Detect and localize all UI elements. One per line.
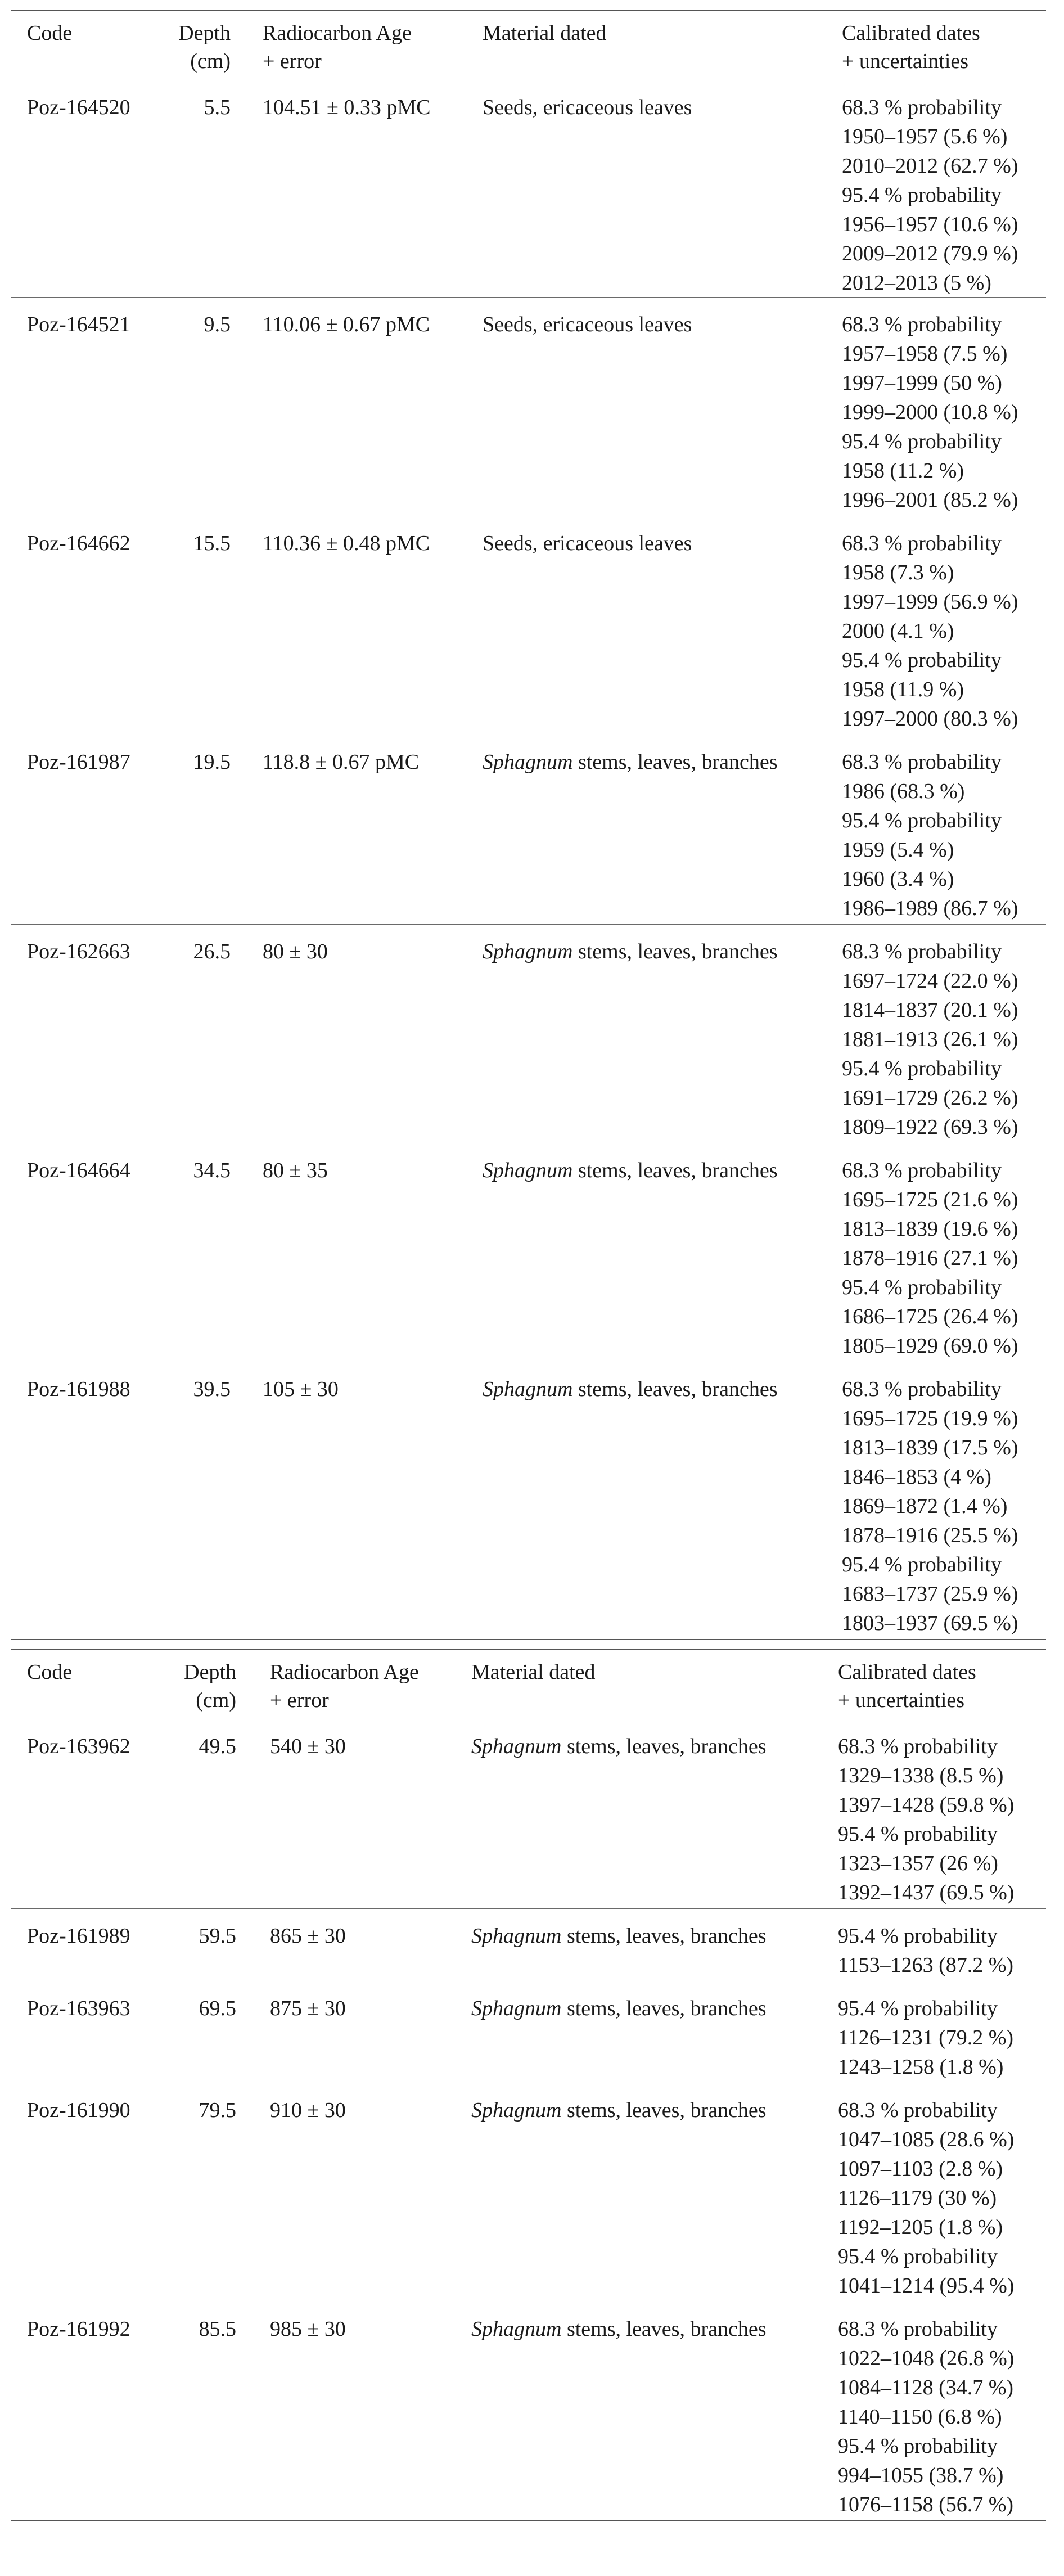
bottom-rule bbox=[11, 1639, 1046, 1640]
row-code: Poz-161992 bbox=[27, 2317, 130, 2341]
row-age: 110.06 ± 0.67 pMC bbox=[263, 313, 430, 336]
row-material: Sphagnum stems, leaves, branches bbox=[471, 1924, 767, 1948]
table-header bbox=[11, 11, 1046, 80]
header-code: Code bbox=[27, 1660, 73, 1684]
row-material: Sphagnum stems, leaves, branches bbox=[471, 1997, 767, 2020]
row-code: Poz-164521 bbox=[27, 313, 130, 336]
row-age: 105 ± 30 bbox=[263, 1377, 339, 1401]
table-row bbox=[11, 516, 1046, 735]
row-calibrated: 68.3 % probability 1957–1958 (7.5 %) 1997–1999 (50 %) 1999–2000 (10.8 %) 95.4 % probability 1958 (11.2 %) 1996–2001 (85.2 %) bbox=[842, 313, 1018, 512]
row-material: Sphagnum stems, leaves, branches bbox=[483, 940, 778, 963]
radiocarbon-table bbox=[11, 10, 1046, 2521]
table-row bbox=[11, 735, 1046, 924]
table-part-2 bbox=[11, 1649, 1046, 2521]
row-age: 540 ± 30 bbox=[270, 1735, 346, 1758]
header-code: Code bbox=[27, 21, 73, 45]
row-age: 865 ± 30 bbox=[270, 1924, 346, 1948]
row-code: Poz-161988 bbox=[27, 1377, 130, 1401]
row-material: Sphagnum stems, leaves, branches bbox=[471, 2317, 767, 2341]
row-code: Poz-164520 bbox=[27, 96, 130, 119]
row-calibrated: 68.3 % probability 1950–1957 (5.6 %) 2010–2012 (62.7 %) 95.4 % probability 1956–1957 (10.6 %) 2009–2012 (79.9 %) 2012–2013 (5 %) bbox=[842, 96, 1018, 295]
row-material: Sphagnum stems, leaves, branches bbox=[471, 2098, 767, 2122]
row-code: Poz-161989 bbox=[27, 1924, 130, 1948]
row-calibrated: 68.3 % probability 1958 (7.3 %) 1997–1999 (56.9 %) 2000 (4.1 %) 95.4 % probability 1958 (11.9 %) 1997–2000 (80.3 %) bbox=[842, 532, 1018, 731]
table-row bbox=[11, 1909, 1046, 1981]
header-depth: Depth (cm) bbox=[184, 1660, 236, 1712]
header-age: Radiocarbon Age + error bbox=[263, 21, 412, 73]
row-depth: 69.5 bbox=[199, 1997, 236, 2020]
table-row bbox=[11, 1981, 1046, 2083]
table-row bbox=[11, 1719, 1046, 1908]
row-age: 118.8 ± 0.67 pMC bbox=[263, 750, 420, 774]
row-material: Seeds, ericaceous leaves bbox=[483, 96, 692, 119]
row-code: Poz-164664 bbox=[27, 1159, 130, 1182]
row-depth: 85.5 bbox=[199, 2317, 236, 2341]
header-material: Material dated bbox=[471, 1660, 596, 1684]
row-code: Poz-162663 bbox=[27, 940, 130, 963]
row-calibrated: 95.4 % probability 1153–1263 (87.2 %) bbox=[838, 1924, 1014, 1977]
row-depth: 26.5 bbox=[193, 940, 231, 963]
row-depth: 15.5 bbox=[193, 532, 231, 555]
table-row bbox=[11, 1143, 1046, 1362]
row-calibrated: 68.3 % probability 1695–1725 (21.6 %) 1813–1839 (19.6 %) 1878–1916 (27.1 %) 95.4 % probability 1686–1725 (26.4 %) 1805–1929 (69.0 %) bbox=[842, 1159, 1018, 1358]
row-age: 110.36 ± 0.48 pMC bbox=[263, 532, 430, 555]
row-age: 80 ± 35 bbox=[263, 1159, 328, 1182]
row-age: 875 ± 30 bbox=[270, 1997, 346, 2020]
row-calibrated: 68.3 % probability 1022–1048 (26.8 %) 1084–1128 (34.7 %) 1140–1150 (6.8 %) 95.4 % probability 994–1055 (38.7 %) 1076–1158 (56.7 %) bbox=[838, 2317, 1015, 2516]
table-row bbox=[11, 80, 1046, 297]
row-code: Poz-161987 bbox=[27, 750, 130, 774]
row-age: 104.51 ± 0.33 pMC bbox=[263, 96, 431, 119]
row-material: Seeds, ericaceous leaves bbox=[483, 532, 692, 555]
header-material: Material dated bbox=[483, 21, 607, 45]
row-material: Sphagnum stems, leaves, branches bbox=[471, 1735, 767, 1758]
table-row bbox=[11, 2302, 1046, 2520]
row-age: 985 ± 30 bbox=[270, 2317, 346, 2341]
row-calibrated: 68.3 % probability 1329–1338 (8.5 %) 1397–1428 (59.8 %) 95.4 % probability 1323–1357 (26 %) 1392–1437 (69.5 %) bbox=[838, 1735, 1015, 1904]
row-depth: 79.5 bbox=[199, 2098, 236, 2122]
row-material: Sphagnum stems, leaves, branches bbox=[483, 1377, 778, 1401]
table-row bbox=[11, 925, 1046, 1143]
row-material: Seeds, ericaceous leaves bbox=[483, 313, 692, 336]
table-row bbox=[11, 2083, 1046, 2302]
row-code: Poz-163963 bbox=[27, 1997, 130, 2020]
header-calibrated: Calibrated dates + uncertainties bbox=[842, 21, 980, 73]
row-age: 910 ± 30 bbox=[270, 2098, 346, 2122]
row-age: 80 ± 30 bbox=[263, 940, 328, 963]
header-age: Radiocarbon Age + error bbox=[270, 1660, 419, 1712]
table-row bbox=[11, 298, 1046, 516]
row-code: Poz-161990 bbox=[27, 2098, 130, 2122]
row-calibrated: 68.3 % probability 1697–1724 (22.0 %) 1814–1837 (20.1 %) 1881–1913 (26.1 %) 95.4 % probability 1691–1729 (26.2 %) 1809–1922 (69.3 %) bbox=[842, 940, 1018, 1139]
row-code: Poz-163962 bbox=[27, 1735, 130, 1758]
row-calibrated: 68.3 % probability 1695–1725 (19.9 %) 1813–1839 (17.5 %) 1846–1853 (4 %) 1869–1872 (1.4 %) 1878–1916 (25.5 %) 95.4 % probability 1683–1737 (25.9 %) 1803–1937 (69.5 %) bbox=[842, 1377, 1018, 1635]
row-depth: 9.5 bbox=[204, 313, 231, 336]
row-depth: 39.5 bbox=[193, 1377, 231, 1401]
row-depth: 59.5 bbox=[199, 1924, 236, 1948]
row-material: Sphagnum stems, leaves, branches bbox=[483, 750, 778, 774]
row-depth: 34.5 bbox=[193, 1159, 231, 1182]
table-part-1 bbox=[11, 10, 1046, 1640]
row-calibrated: 68.3 % probability 1986 (68.3 %) 95.4 % probability 1959 (5.4 %) 1960 (3.4 %) 1986–1989 (86.7 %) bbox=[842, 750, 1018, 920]
row-depth: 5.5 bbox=[204, 96, 231, 119]
row-calibrated: 95.4 % probability 1126–1231 (79.2 %) 1243–1258 (1.8 %) bbox=[838, 1997, 1014, 2079]
row-depth: 19.5 bbox=[193, 750, 231, 774]
row-depth: 49.5 bbox=[199, 1735, 236, 1758]
row-material: Sphagnum stems, leaves, branches bbox=[483, 1159, 778, 1182]
table-header bbox=[11, 1650, 1046, 1719]
bottom-rule bbox=[11, 2520, 1046, 2521]
row-code: Poz-164662 bbox=[27, 532, 130, 555]
header-depth: Depth (cm) bbox=[178, 21, 231, 73]
table-row bbox=[11, 1362, 1046, 1639]
header-calibrated: Calibrated dates + uncertainties bbox=[838, 1660, 976, 1712]
row-calibrated: 68.3 % probability 1047–1085 (28.6 %) 1097–1103 (2.8 %) 1126–1179 (30 %) 1192–1205 (1.8 %) 95.4 % probability 1041–1214 (95.4 %) bbox=[838, 2098, 1015, 2298]
